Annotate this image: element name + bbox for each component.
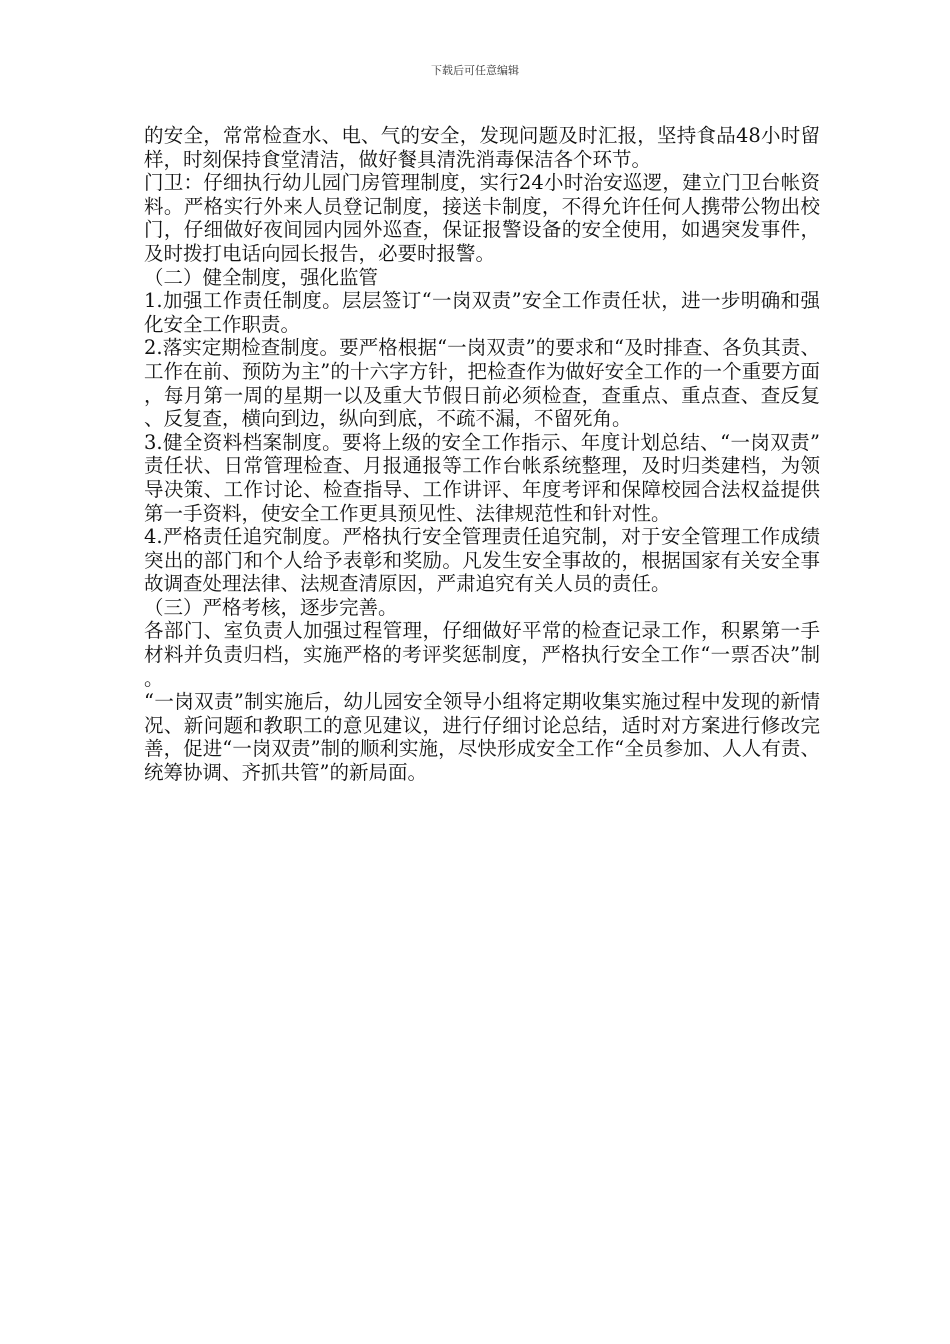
section-heading-2: （二）健全制度，强化监管 (144, 265, 379, 289)
paragraph-item-2: 2.落实定期检查制度。要严格根据“一岗双责”的要求和“及时排查、各负其责、工作在前、预防为主”的十六字方针，把检查作为做好安全工作的一个重要方面，每月第一周的星期一以及重大节假日前必须检查，查重点、重点查、查反复、反复查，横向到边，纵向到底，不疏不漏，不留死角。 (144, 336, 820, 431)
paragraph-item-4: 4.严格责任追究制度。严格执行安全管理责任追究制，对于安全管理工作成绩突出的部门和个人给予表彰和奖励。凡发生安全事故的，根据国家有关安全事故调查处理法律、法规查清原因，严肃追究有关人员的责任。 (144, 525, 820, 596)
paragraph-item-1: 1.加强工作责任制度。层层签订“一岗双责”安全工作责任状，进一步明确和强化安全工作职责。 (144, 289, 820, 336)
paragraph-canteen-safety: 的安全，常常检查水、电、气的安全，发现问题及时汇报，坚持食品48小时留样，时刻保持食堂清洁，做好餐具清洗消毒保洁各个环节。 (144, 124, 820, 171)
paragraph-gatekeeper: 门卫：仔细执行幼儿园门房管理制度，实行24小时治安巡逻，建立门卫台帐资料。严格实行外来人员登记制度，接送卡制度，不得允许任何人携带公物出校门，仔细做好夜间园内园外巡查，保证报警设备的安全使用，如遇突发事件，及时拨打电话向园长报告，必要时报警。 (144, 171, 820, 265)
section-heading-3: （三）严格考核，逐步完善。 (144, 595, 398, 619)
paragraph-item-3: 3.健全资料档案制度。要将上级的安全工作指示、年度计划总结、“一岗双责”责任状、日常管理检查、月报通报等工作台帐系统整理，及时归类建档，为领导决策、工作讨论、检查指导、工作讲评、年度考评和保障校园合法权益提供第一手资料，使安全工作更具预见性、法律规范性和针对性。 (144, 430, 820, 525)
page-header: 下载后可任意编辑 (431, 64, 519, 77)
document-body (144, 124, 820, 785)
paragraph-conclusion: “一岗双责”制实施后，幼儿园安全领导小组将定期收集实施过程中发现的新情况、新问题和教职工的意见建议，进行仔细讨论总结，适时对方案进行修改完善，促进“一岗双责”制的顺利实施，尽快形成安全工作“全员参加、人人有责、统筹协调、齐抓共管”的新局面。 (144, 690, 820, 785)
paragraph-assessment: 各部门、室负责人加强过程管理，仔细做好平常的检查记录工作，积累第一手材料并负责归档，实施严格的考评奖惩制度，严格执行安全工作“一票否决”制。 (144, 619, 820, 690)
